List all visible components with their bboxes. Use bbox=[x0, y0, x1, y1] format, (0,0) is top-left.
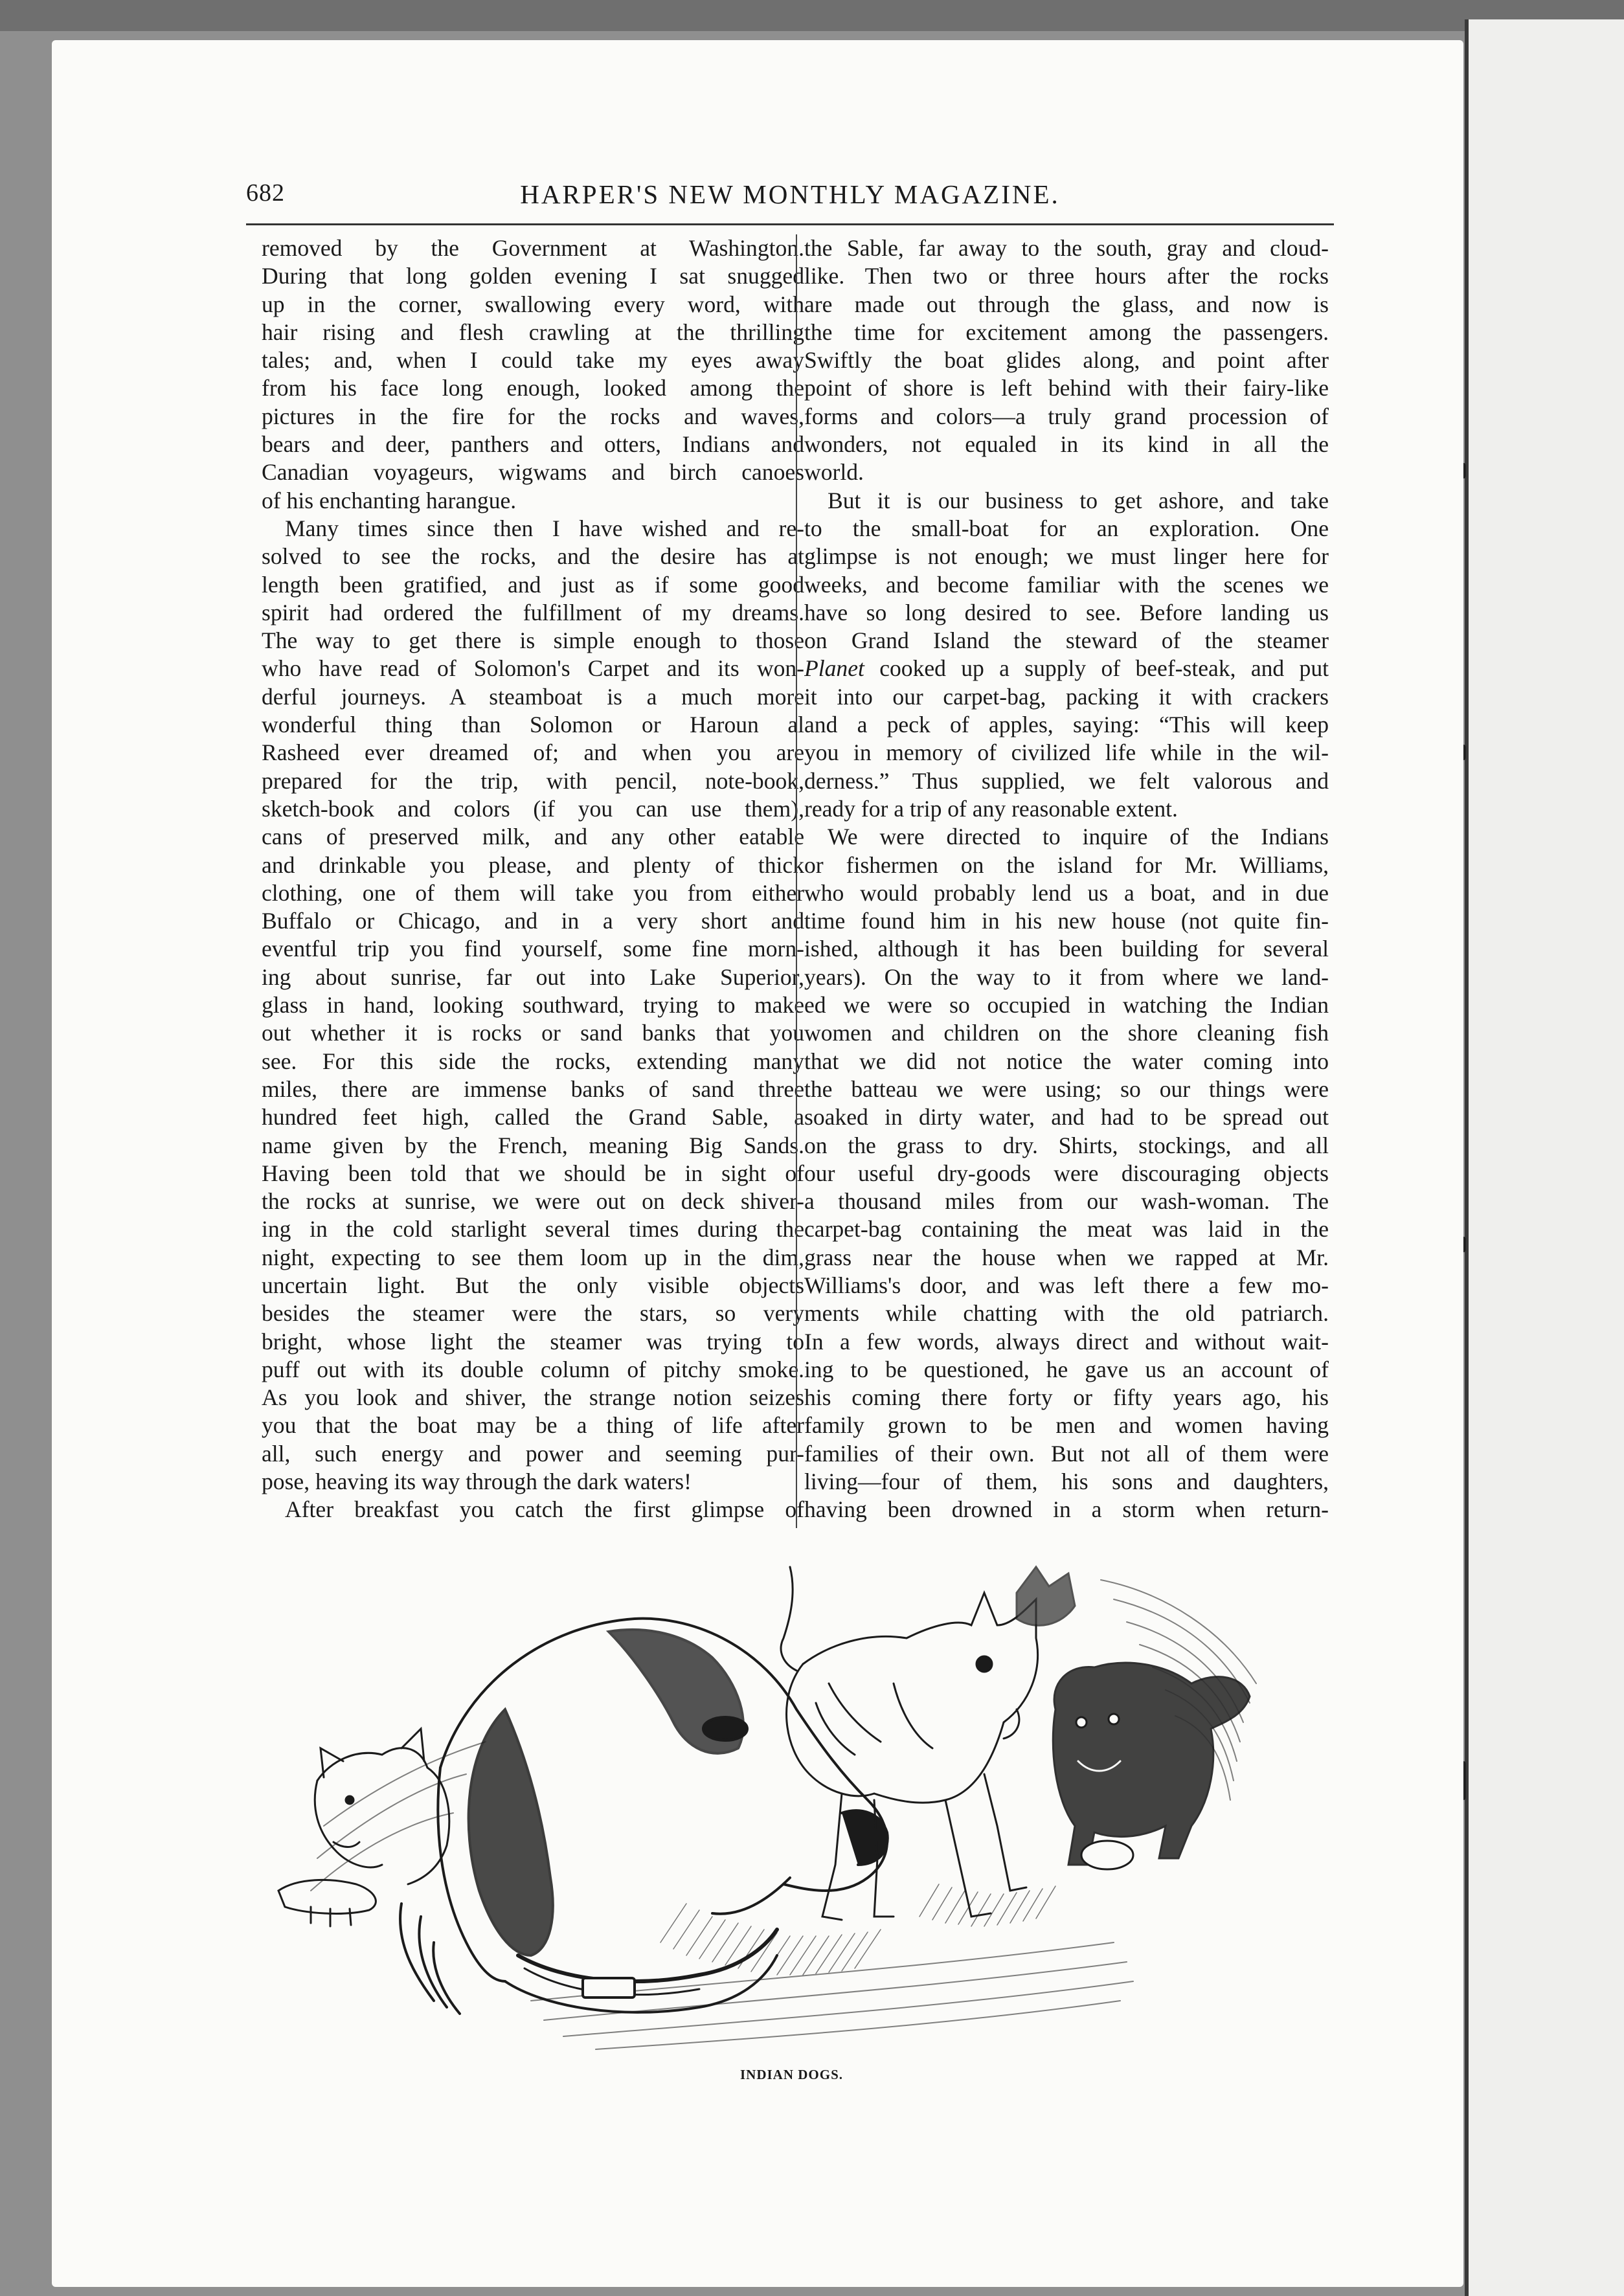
text-line: sketch-book and colors (if you can use them), bbox=[262, 795, 804, 822]
right-text-column bbox=[804, 234, 1329, 1524]
text-line: are made out through the glass, and now is bbox=[804, 291, 1329, 317]
text-line: you in memory of civilized life while in the wil- bbox=[804, 739, 1329, 766]
ground-hatching bbox=[660, 1884, 1055, 1975]
text-line: forms and colors—a truly grand procession of bbox=[804, 403, 1329, 429]
text-line: on Grand Island the steward of the steamer bbox=[804, 627, 1329, 654]
text-line: it into our carpet-bag, packing it with crackers bbox=[804, 683, 1329, 710]
text-line: families of their own. But not all of them were bbox=[804, 1440, 1329, 1467]
text-line: family grown to be men and women having bbox=[804, 1412, 1329, 1439]
text-line: see. For this side the rocks, extending many bbox=[262, 1048, 804, 1074]
text-line: that we did not notice the water coming into bbox=[804, 1048, 1329, 1074]
text-line: to the small-boat for an exploration. One bbox=[804, 515, 1329, 541]
text-line: Rasheed ever dreamed of; and when you are bbox=[262, 739, 804, 766]
text-line: uncertain light. But the only visible objects bbox=[262, 1272, 804, 1298]
text-line: bears and deer, panthers and otters, Indians and bbox=[262, 431, 804, 458]
scan-background-top bbox=[0, 0, 1624, 31]
column-divider bbox=[796, 234, 797, 1528]
text-line: night, expecting to see them loom up in the dim, bbox=[262, 1244, 804, 1270]
text-line: Planet cooked up a supply of beef-steak, and put bbox=[804, 655, 1329, 682]
magazine-title: HARPER'S NEW MONTHLY MAGAZINE. bbox=[520, 179, 1060, 209]
text-line: As you look and shiver, the strange notion seizes bbox=[262, 1384, 804, 1411]
text-line: tales; and, when I could take my eyes away bbox=[262, 347, 804, 374]
text-line: solved to see the rocks, and the desire has at bbox=[262, 543, 804, 570]
left-text-column bbox=[262, 234, 804, 1524]
text-line: ments while chatting with the old patriarch. bbox=[804, 1300, 1329, 1327]
text-line: on the grass to dry. Shirts, stockings, and all bbox=[804, 1132, 1329, 1158]
text-line: our useful dry-goods were discouraging objects bbox=[804, 1160, 1329, 1186]
indian-dogs-illustration bbox=[272, 1554, 1334, 2059]
text-line: living—four of them, his sons and daughters, bbox=[804, 1469, 1329, 1495]
text-line: you that the boat may be a thing of life after bbox=[262, 1412, 804, 1439]
text-line: glass in hand, looking southward, trying to make bbox=[262, 992, 804, 1019]
text-line: world. bbox=[804, 459, 864, 486]
text-line: the batteau we were using; so our things were bbox=[804, 1075, 1329, 1102]
running-head bbox=[246, 179, 1334, 218]
text-line: time found him in his new house (not quite fin- bbox=[804, 908, 1329, 934]
text-line: removed by the Government at Washington. bbox=[262, 235, 804, 261]
text-line: Canadian voyageurs, wigwams and birch canoes bbox=[262, 459, 804, 486]
text-line: the time for excitement among the passengers. bbox=[804, 319, 1329, 345]
text-line: hair rising and flesh crawling at the thrilling bbox=[262, 319, 804, 345]
text-line: have so long desired to see. Before landing us bbox=[804, 599, 1329, 625]
text-line: derful journeys. A steamboat is a much more bbox=[262, 683, 804, 710]
text-line: a thousand miles from our wash-woman. The bbox=[804, 1188, 1329, 1215]
text-line: length been gratified, and just as if some good bbox=[262, 571, 804, 598]
text-line: out whether it is rocks or sand banks that you bbox=[262, 1020, 804, 1046]
header-rule bbox=[246, 223, 1334, 225]
text-line: weeks, and become familiar with the scenes we bbox=[804, 571, 1329, 598]
text-line: years). On the way to it from where we land- bbox=[804, 963, 1329, 990]
hound-head bbox=[400, 1619, 888, 2014]
text-line: ready for a trip of any reasonable extent. bbox=[804, 795, 1178, 822]
text-line: grass near the house when we rapped at Mr. bbox=[804, 1244, 1329, 1270]
text-line: The way to get there is simple enough to those bbox=[262, 627, 804, 654]
page-number: 682 bbox=[246, 179, 285, 207]
text-line: besides the steamer were the stars, so very bbox=[262, 1300, 804, 1327]
text-line: name given by the French, meaning Big Sands. bbox=[262, 1132, 804, 1158]
text-line: having been drowned in a storm when return- bbox=[804, 1496, 1329, 1523]
text-line: like. Then two or three hours after the rocks bbox=[804, 263, 1329, 289]
text-line: Williams's door, and was left there a few mo- bbox=[804, 1272, 1329, 1298]
text-line: the Sable, far away to the south, gray and cloud- bbox=[804, 235, 1329, 261]
text-line: glimpse is not enough; we must linger here for bbox=[804, 543, 1329, 570]
text-line: pictures in the fire for the rocks and waves, bbox=[262, 403, 804, 429]
text-line: Many times since then I have wished and re- bbox=[285, 515, 804, 541]
text-line: women and children on the shore cleaning fish bbox=[804, 1020, 1329, 1046]
text-line: hundred feet high, called the Grand Sable, a bbox=[262, 1104, 804, 1131]
text-line: and a peck of apples, saying: “This will keep bbox=[804, 712, 1329, 738]
text-line: Buffalo or Chicago, and in a very short and bbox=[262, 908, 804, 934]
text-line: his coming there forty or fifty years ago, his bbox=[804, 1384, 1329, 1411]
text-line: But it is our business to get ashore, and take bbox=[828, 487, 1329, 513]
text-line: wonderful thing than Solomon or Haroun al bbox=[262, 712, 804, 738]
small-white-dog bbox=[278, 1729, 449, 1926]
text-line: carpet-bag containing the meat was laid in the bbox=[804, 1216, 1329, 1243]
text-line: pose, heaving its way through the dark waters! bbox=[262, 1469, 692, 1495]
ship-name: Planet bbox=[804, 655, 864, 682]
text-line: ing in the cold starlight several times during the bbox=[262, 1216, 804, 1243]
text-line: Having been told that we should be in sight of bbox=[262, 1160, 804, 1186]
text-line: Swiftly the boat glides along, and point after bbox=[804, 347, 1329, 374]
text-line: who would probably lend us a boat, and in due bbox=[804, 879, 1329, 906]
text-line: clothing, one of them will take you from either bbox=[262, 879, 804, 906]
text-line: prepared for the trip, with pencil, note-book, bbox=[262, 767, 804, 794]
text-line: cans of preserved milk, and any other eatable bbox=[262, 824, 804, 850]
text-line: puff out with its double column of pitchy smoke. bbox=[262, 1356, 804, 1382]
text-line: In a few words, always direct and without wait- bbox=[804, 1328, 1329, 1355]
text-line: After breakfast you catch the first glimpse of bbox=[285, 1496, 804, 1523]
text-line: from his face long enough, looked among the bbox=[262, 375, 804, 401]
text-line: bright, whose light the steamer was trying to bbox=[262, 1328, 804, 1355]
dark-dog bbox=[1017, 1567, 1250, 1869]
illustration-caption: INDIAN DOGS. bbox=[740, 2067, 844, 2082]
text-line: miles, there are immense banks of sand three bbox=[262, 1075, 804, 1102]
facing-page-edge bbox=[1465, 19, 1624, 2296]
text-line: of his enchanting harangue. bbox=[262, 487, 517, 513]
text-line: eventful trip you find yourself, some fine morn- bbox=[262, 936, 804, 962]
text-line: ed we were so occupied in watching the Indian bbox=[804, 992, 1329, 1019]
text-line: spirit had ordered the fulfillment of my dreams. bbox=[262, 599, 804, 625]
text-line: point of shore is left behind with their fairy-like bbox=[804, 375, 1329, 401]
text-line: During that long golden evening I sat snugged bbox=[262, 263, 804, 289]
text-line: We were directed to inquire of the Indians bbox=[828, 824, 1329, 850]
text-line: wonders, not equaled in its kind in all the bbox=[804, 431, 1329, 458]
text-line: ing about sunrise, far out into Lake Superior, bbox=[262, 963, 804, 990]
text-line: ished, although it has been building for several bbox=[804, 936, 1329, 962]
text-line: all, such energy and power and seeming pur- bbox=[262, 1440, 804, 1467]
text-line: or fishermen on the island for Mr. Williams, bbox=[804, 851, 1329, 878]
text-line: and drinkable you please, and plenty of thick bbox=[262, 851, 804, 878]
text-line: ing to be questioned, he gave us an account of bbox=[804, 1356, 1329, 1382]
text-line: soaked in dirty water, and had to be spread out bbox=[804, 1104, 1329, 1131]
text-line: the rocks at sunrise, we were out on deck shiver- bbox=[262, 1188, 804, 1215]
text-line: derness.” Thus supplied, we felt valorous and bbox=[804, 767, 1329, 794]
text-line: up in the corner, swallowing every word, with bbox=[262, 291, 804, 317]
text-line: who have read of Solomon's Carpet and its won- bbox=[262, 655, 804, 682]
